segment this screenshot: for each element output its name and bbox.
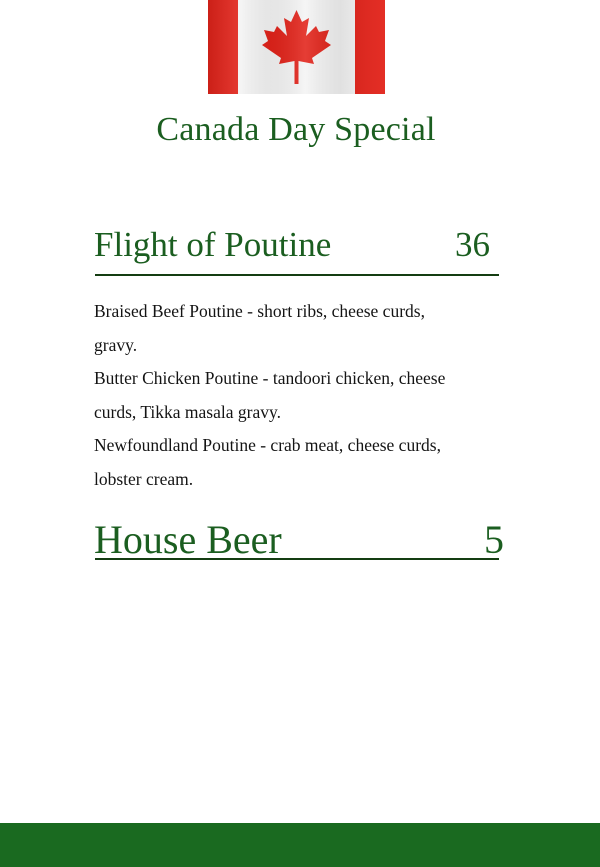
menu-item-description [94, 295, 524, 497]
menu-item-price: 5 [484, 517, 504, 562]
description-line: lobster cream. [94, 468, 194, 489]
page-title: Canada Day Special [156, 111, 436, 148]
description-line: Butter Chicken Poutine - tandoori chicken, cheese [94, 368, 446, 389]
section-divider [95, 274, 499, 276]
description-line: curds, Tikka masala gravy. [94, 401, 281, 422]
description-line: gravy. [94, 334, 138, 355]
menu-item-price: 36 [455, 225, 490, 264]
description-line: Braised Beef Poutine - short ribs, cheese curds, [94, 301, 425, 321]
menu-item-name: Flight of Poutine [94, 225, 332, 264]
menu-item-name: House Beer [94, 517, 282, 562]
canada-flag-icon [208, 0, 385, 94]
description-line: Newfoundland Poutine - crab meat, cheese curds, [94, 435, 441, 456]
section-divider [95, 558, 499, 560]
footer-bar [0, 823, 600, 867]
menu-item-poutine [94, 222, 504, 268]
